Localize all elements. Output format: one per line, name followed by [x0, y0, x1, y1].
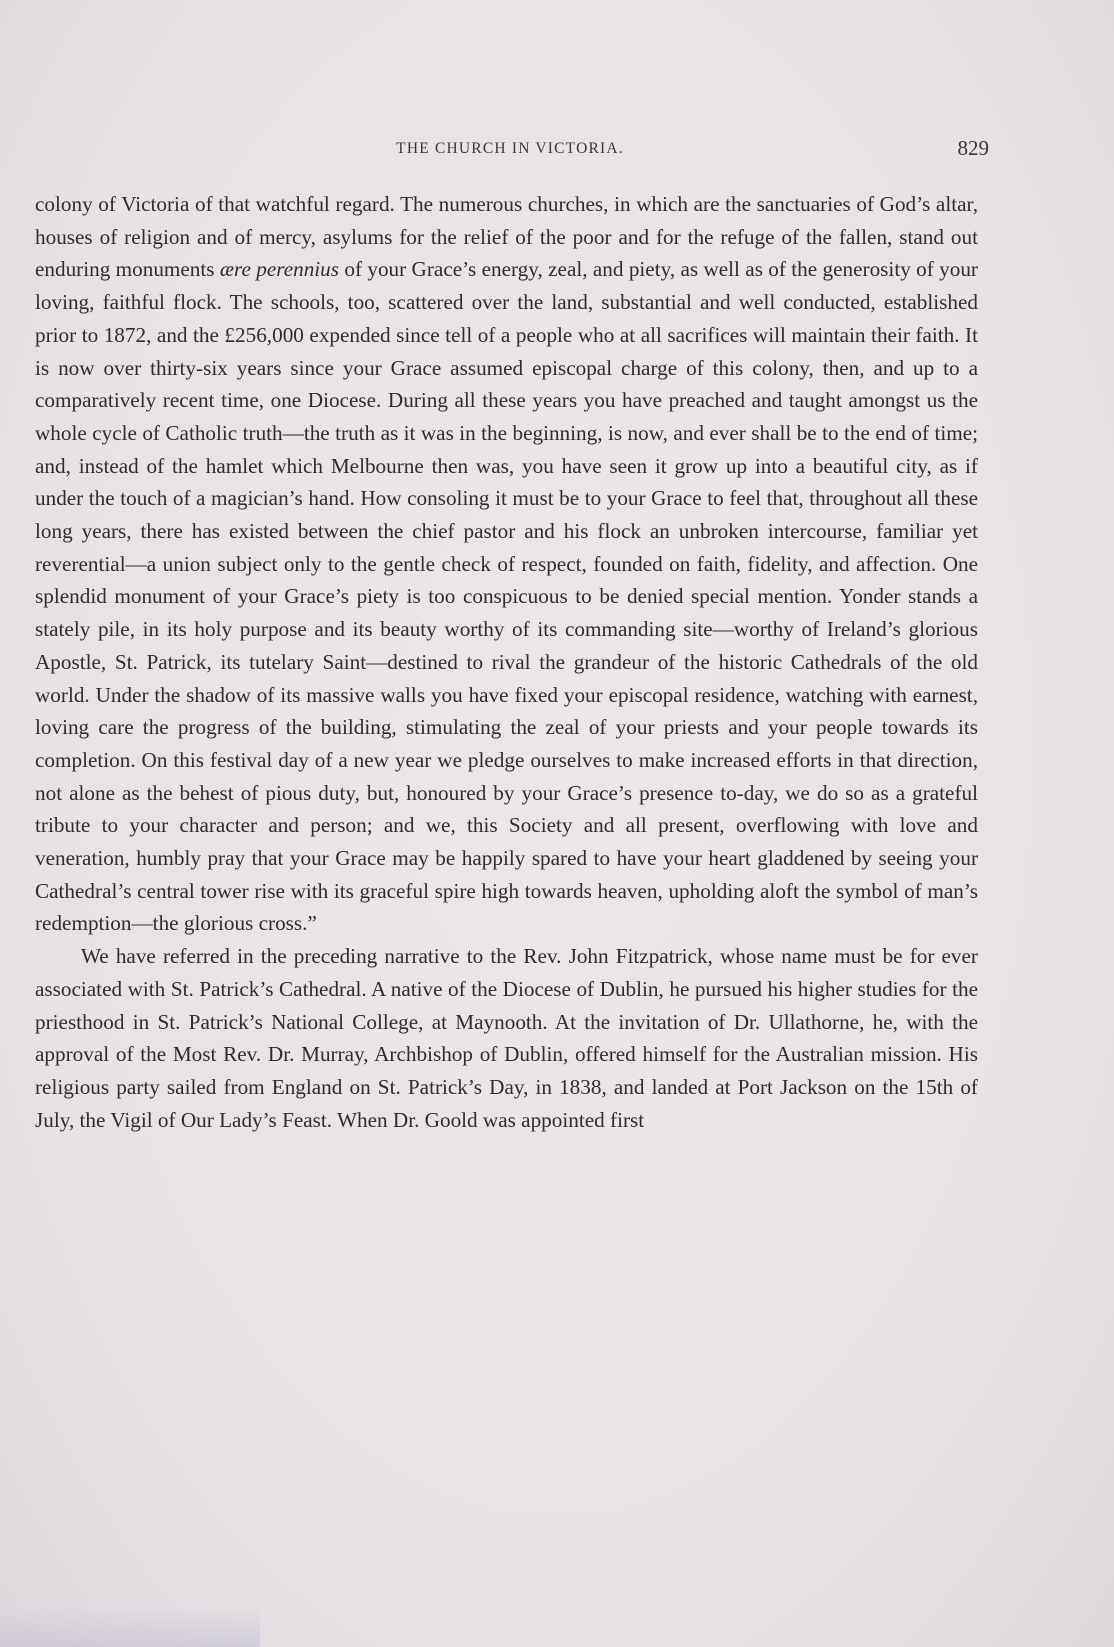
- paragraph-2: We have referred in the preceding narrative to the Rev. John Fitzpatrick, whose name must be for ever associated with St. Patrick’s Cathedral. A native of the Diocese of Dublin, he pursued his higher studies for the priesthood in St. Patrick’s National College, at Maynooth. At the invitation of Dr. Ullathorne, he, with the approval of the Most Rev. Dr. Murray, Archbishop of Dublin, offered himself for the Australian mission. His religious party sailed from England on St. Patrick’s Day, in 1838, and landed at Port Jackson on the 15th of July, the Vigil of Our Lady’s Feast. When Dr. Goold was appointed first: [35, 944, 978, 1132]
- running-title: THE CHURCH IN VICTORIA.: [396, 140, 624, 157]
- paragraph-1: [35, 188, 978, 940]
- body-text: [35, 188, 978, 1136]
- paragraph-1-text-a: colony of Victoria of that watchful regard. The numerous churches, in which are the sanctuaries of God’s altar, houses of religion and of mercy, asylums for the relief of the poor and for the refuge of the fallen, stand out enduring monuments: [35, 192, 978, 282]
- page-number: 829: [957, 136, 989, 160]
- running-head: [35, 136, 989, 164]
- page-edge-shadow: [0, 1607, 260, 1647]
- latin-phrase: ære perennius: [219, 257, 340, 282]
- paragraph-1-text-b: of your Grace’s energy, zeal, and piety, as well as of the generosity of your loving, faithful flock. The schools, too, scattered over the land, substantial and well conducted, established prior to 1872, and the £256,000 expended since tell of a people who at all sacrifices will maintain their faith. It is now over thirty-six years since your Grace assumed episcopal charge of this colony, then, and up to a comparatively recent time, one Diocese. During all these years you have preached and taught amongst us the whole cycle of Catholic truth—the truth as it was in the beginning, is now, and ever shall be to the end of time; and, instead of the hamlet which Melbourne then was, you have seen it grow up into a beautiful city, as if under the touch of a magician’s hand. How consoling it must be to your Grace to feel that, throughout all these long years, there has existed between the chief pastor and his flock an unbroken intercourse, familiar yet reverential—a union subject only to the gentle check of respect, founded on faith, fidelity, and affection. One splendid monument of your Grace’s piety is too conspicuous to be denied special mention. Yonder stands a stately pile, in its holy purpose and its beauty worthy of its commanding site—worthy of Ireland’s glorious Apostle, St. Patrick, its tutelary Saint—destined to rival the grandeur of the historic Cathedrals of the old world. Under the shadow of its massive walls you have fixed your episcopal residence, watching with earnest, loving care the progress of the building, stimulating the zeal of your priests and your people towards its completion. On this festival day of a new year we pledge ourselves to make increased efforts in that direction, not alone as the behest of pious duty, but, honoured by your Grace’s presence to-day, we do so as a grateful tribute to your character and person; and we, this Society and all present, overflowing with love and veneration, humbly pray that your Grace may be happily spared to have your heart gladdened by seeing your Cathedral’s central tower rise with its graceful spire high towards heaven, upholding aloft the symbol of man’s redemption—the glorious cross.”: [35, 257, 978, 936]
